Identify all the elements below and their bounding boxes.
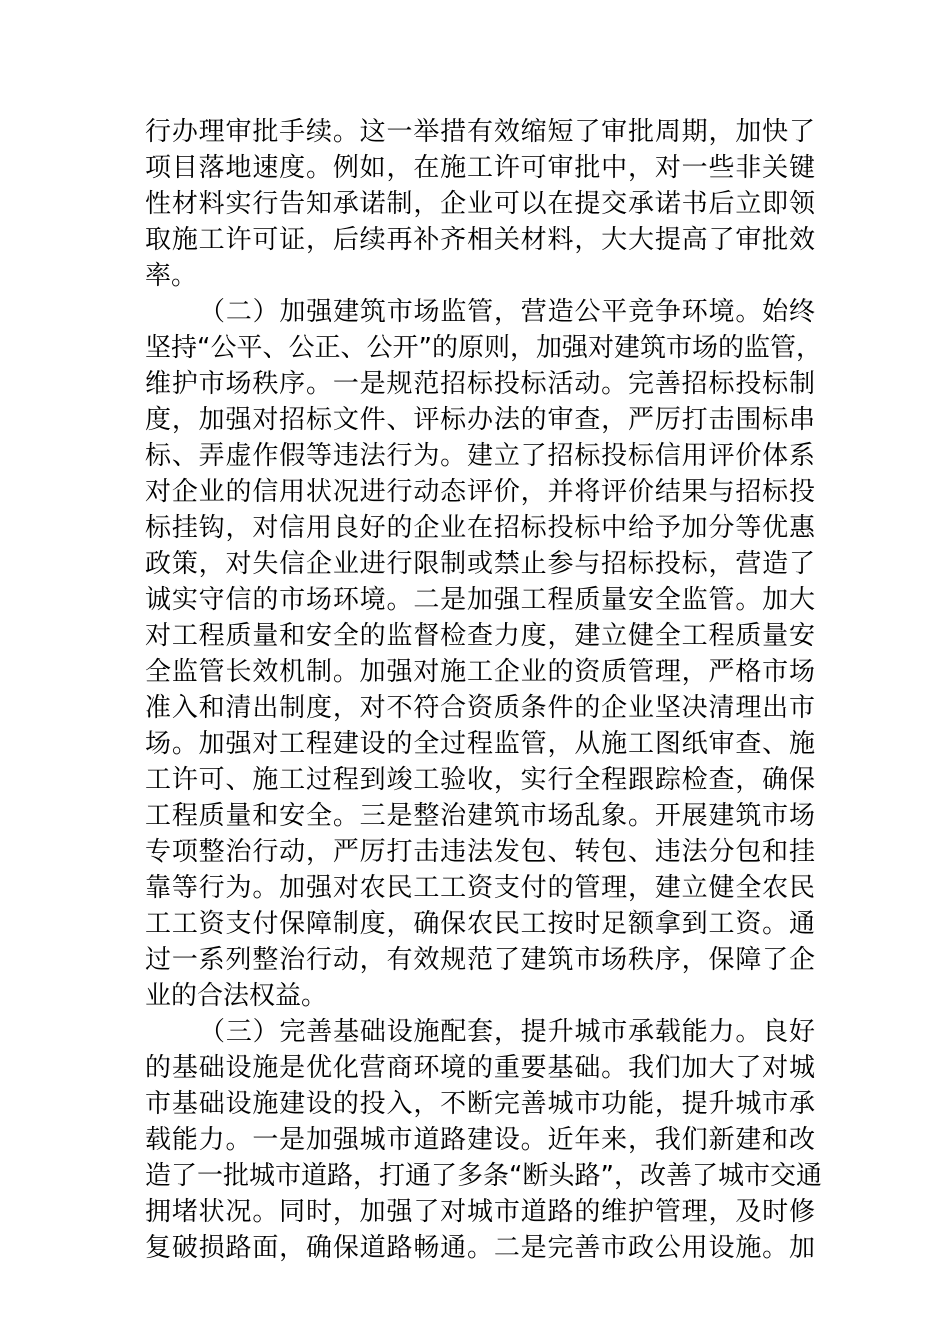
text-line: 工许可、施工过程到竣工验收，实行全程跟踪检查，确保 [145, 765, 815, 795]
text-line: 过一系列整治行动，有效规范了建筑市场秩序，保障了企 [145, 945, 815, 975]
text-line: 标挂钩，对信用良好的企业在招标投标中给予加分等优惠 [145, 513, 815, 543]
text-line: 靠等行为。加强对农民工工资支付的管理，建立健全农民 [145, 873, 815, 903]
section-heading-line: （二）加强建筑市场监管，营造公平竞争环境。始终 [199, 297, 815, 327]
text-line: 载能力。一是加强城市道路建设。近年来，我们新建和改 [145, 1125, 815, 1155]
text-line: 准入和清出制度，对不符合资质条件的企业坚决清理出市 [145, 693, 815, 723]
text-line: 项目落地速度。例如，在施工许可审批中，对一些非关键 [145, 153, 815, 183]
text-line: 坚持“公平、公正、公开”的原则，加强对建筑市场的监管， [145, 333, 822, 363]
text-line: 行办理审批手续。这一举措有效缩短了审批周期，加快了 [145, 117, 815, 147]
text-line: 率。 [145, 261, 198, 291]
text-line: 维护市场秩序。一是规范招标投标活动。完善招标投标制 [145, 369, 815, 399]
text-line: 拥堵状况。同时，加强了对城市道路的维护管理，及时修 [145, 1197, 815, 1227]
text-line: 场。加强对工程建设的全过程监管，从施工图纸审查、施 [145, 729, 815, 759]
text-line: 度，加强对招标文件、评标办法的审查，严厉打击围标串 [145, 405, 815, 435]
text-line: 复破损路面，确保道路畅通。二是完善市政公用设施。加 [145, 1233, 815, 1263]
text-line: 造了一批城市道路，打通了多条“断头路”，改善了城市交通 [145, 1161, 822, 1191]
text-line: 业的合法权益。 [145, 981, 328, 1011]
text-line: 全监管长效机制。加强对施工企业的资质管理，严格市场 [145, 657, 815, 687]
text-line: 市基础设施建设的投入，不断完善城市功能，提升城市承 [145, 1089, 815, 1119]
text-line: 性材料实行告知承诺制，企业可以在提交承诺书后立即领 [145, 189, 815, 219]
text-line: 政策，对失信企业进行限制或禁止参与招标投标，营造了 [145, 549, 815, 579]
text-line: 标、弄虚作假等违法行为。建立了招标投标信用评价体系 [145, 441, 815, 471]
text-line: 对工程质量和安全的监督检查力度，建立健全工程质量安 [145, 621, 815, 651]
text-line: 的基础设施是优化营商环境的重要基础。我们加大了对城 [145, 1053, 815, 1083]
text-line: 专项整治行动，严厉打击违法发包、转包、违法分包和挂 [145, 837, 815, 867]
text-line: 对企业的信用状况进行动态评价，并将评价结果与招标投 [145, 477, 815, 507]
text-line: 工程质量和安全。三是整治建筑市场乱象。开展建筑市场 [145, 801, 815, 831]
text-line: 取施工许可证，后续再补齐相关材料，大大提高了审批效 [145, 225, 815, 255]
text-line: 诚实守信的市场环境。二是加强工程质量安全监管。加大 [145, 585, 815, 615]
section-heading-line: （三）完善基础设施配套，提升城市承载能力。良好 [199, 1017, 815, 1047]
text-line: 工工资支付保障制度，确保农民工按时足额拿到工资。通 [145, 909, 815, 939]
